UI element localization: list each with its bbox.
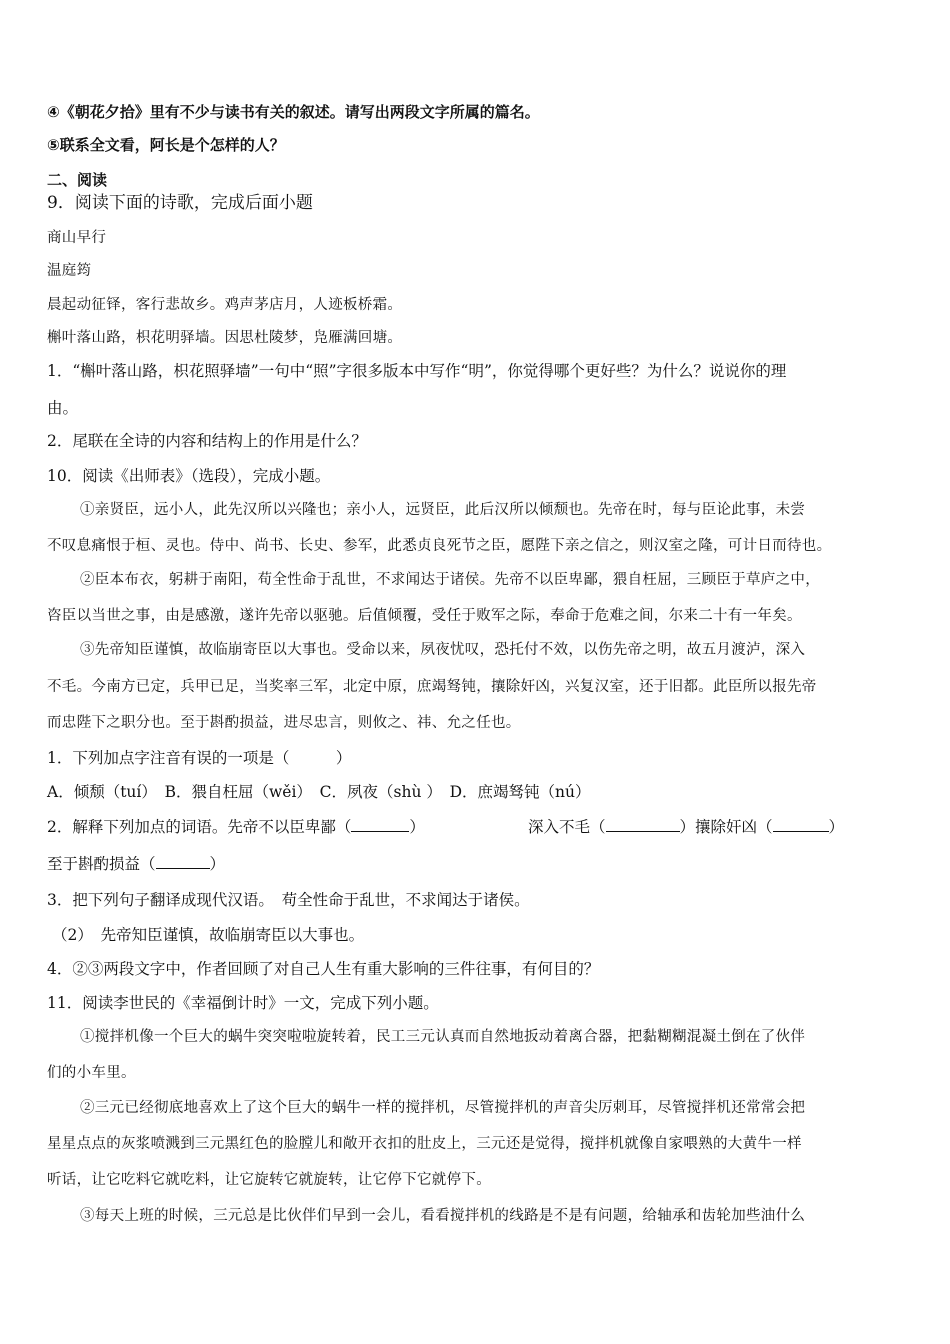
q9-intro: 9．阅读下面的诗歌，完成后面小题: [47, 193, 313, 213]
q10-para1-cont: 不叹息痛恨于桓、灵也。侍中、尚书、长史、参军，此悉贞良死节之臣，愿陛下亲之信之，则汉室之隆，可计日而待也。: [47, 538, 832, 554]
q10-sub2-part2: [528, 817, 844, 837]
poem-author: 温庭筠: [47, 263, 92, 279]
q10-sub2-text-b: ）: [409, 818, 425, 836]
poem-line-1: 晨起动征铎，客行悲故乡。鸡声茅店月，人迹板桥霜。: [47, 297, 403, 313]
q11-para3: ③每天上班的时候，三元总是比伙伴们早到一会儿，看看搅拌机的线路是不是有问题，给轴承和齿轮加些油什么: [80, 1208, 806, 1224]
q10-sub2-text-c: 深入不毛（: [528, 818, 606, 836]
q9-sub1: 1．“槲叶落山路，枳花照驿墙”一句中“照”字很多版本中写作“明”，你觉得哪个更好些？为什么？说说你的理: [47, 362, 787, 380]
q9-sub2: 2．尾联在全诗的内容和结构上的作用是什么？: [47, 432, 367, 450]
q9-sub1-cont: 由。: [47, 399, 79, 417]
q10-sub2: [47, 817, 425, 837]
q10-para3-cont: 不毛。今南方已定，兵甲已足，当奖率三军，北定中原，庶竭驽钝，攘除奸凶，兴复汉室，还于旧都。此臣所以报先帝: [47, 679, 817, 695]
q10-sub2-text-a: 2．解释下列加点的词语。先帝不以臣卑鄙（: [47, 818, 352, 836]
q11-para2-end: 听话，让它吃料它就吃料，让它旋转它就旋转，让它停下它就停下。: [47, 1172, 491, 1188]
q10-sub2-line2: [47, 854, 225, 874]
q10-sub2-text-f: 至于斟酌损益（: [47, 855, 156, 873]
answer-blank[interactable]: [773, 817, 829, 832]
q10-intro: 10．阅读《出师表》（选段），完成小题。: [47, 467, 331, 485]
q11-para1-cont: 们的小车里。: [47, 1065, 136, 1081]
question-4: ④《朝花夕拾》里有不少与读书有关的叙述。请写出两段文字所属的篇名。: [47, 103, 540, 121]
q10-sub3: 3．把下列句子翻译成现代汉语。 苟全性命于乱世，不求闻达于诸侯。: [47, 891, 530, 909]
q11-intro: 11．阅读李世民的《幸福倒计时》一文，完成下列小题。: [47, 994, 439, 1012]
answer-blank[interactable]: [606, 817, 680, 832]
q10-para1: ①亲贤臣，远小人，此先汉所以兴隆也；亲小人，远贤臣，此后汉所以倾颓也。先帝在时，每与臣论此事，未尝: [80, 502, 806, 518]
section-heading-reading: 二、阅读: [47, 171, 108, 189]
q10-para3: ③先帝知臣谨慎，故临崩寄臣以大事也。受命以来，夙夜忧叹，恐托付不效，以伤先帝之明，故五月渡泸，深入: [80, 642, 806, 658]
q10-sub3-2: （2） 先帝知臣谨慎，故临崩寄臣以大事也。: [52, 926, 365, 944]
q10-sub2-text-g: ）: [209, 855, 226, 873]
poem-title: 商山早行: [47, 230, 107, 246]
q10-para2: ②臣本布衣，躬耕于南阳，苟全性命于乱世，不求闻达于诸侯。先帝不以臣卑鄙，猥自枉屈，三顾臣于草庐之中，: [80, 572, 820, 588]
answer-blank[interactable]: [351, 817, 409, 832]
q10-sub1-options: A．倾颓（tuí） B．猥自枉屈（wěi） C．夙夜（shù ） D．庶竭驽钝（nú）: [47, 783, 591, 801]
q11-para2-cont: 星星点点的灰浆喷溅到三元黑红色的脸膛儿和敞开衣扣的肚皮上，三元还是觉得，搅拌机就像自家喂熟的大黄牛一样: [47, 1136, 802, 1152]
q11-para2: ②三元已经彻底地喜欢上了这个巨大的蜗牛一样的搅拌机，尽管搅拌机的声音尖厉刺耳，尽管搅拌机还常常会把: [80, 1100, 806, 1116]
q10-sub4: 4．②③两段文字中，作者回顾了对自己人生有重大影响的三件往事，有何目的？: [47, 960, 600, 978]
q10-para2-cont: 咨臣以当世之事，由是感激，遂许先帝以驱驰。后值倾覆，受任于败军之际，奉命于危难之间，尔来二十有一年矣。: [47, 608, 802, 624]
poem-line-2: 槲叶落山路，枳花明驿墙。因思杜陵梦，凫雁满回塘。: [47, 330, 403, 346]
q11-para1: ①搅拌机像一个巨大的蜗牛突突啦啦旋转着，民工三元认真而自然地扳动着离合器，把黏糊糊混凝土倒在了伙伴: [80, 1029, 806, 1045]
answer-blank[interactable]: [156, 854, 210, 869]
q10-para3-end: 而忠陛下之职分也。至于斟酌损益，进尽忠言，则攸之、祎、允之任也。: [47, 715, 521, 731]
question-5: ⑤联系全文看，阿长是个怎样的人？: [47, 136, 285, 154]
q10-sub2-text-e: ）: [828, 818, 845, 836]
q10-sub2-text-d: ）攘除奸凶（: [679, 818, 773, 836]
q10-sub1: 1．下列加点字注音有误的一项是（ ）: [47, 749, 352, 767]
